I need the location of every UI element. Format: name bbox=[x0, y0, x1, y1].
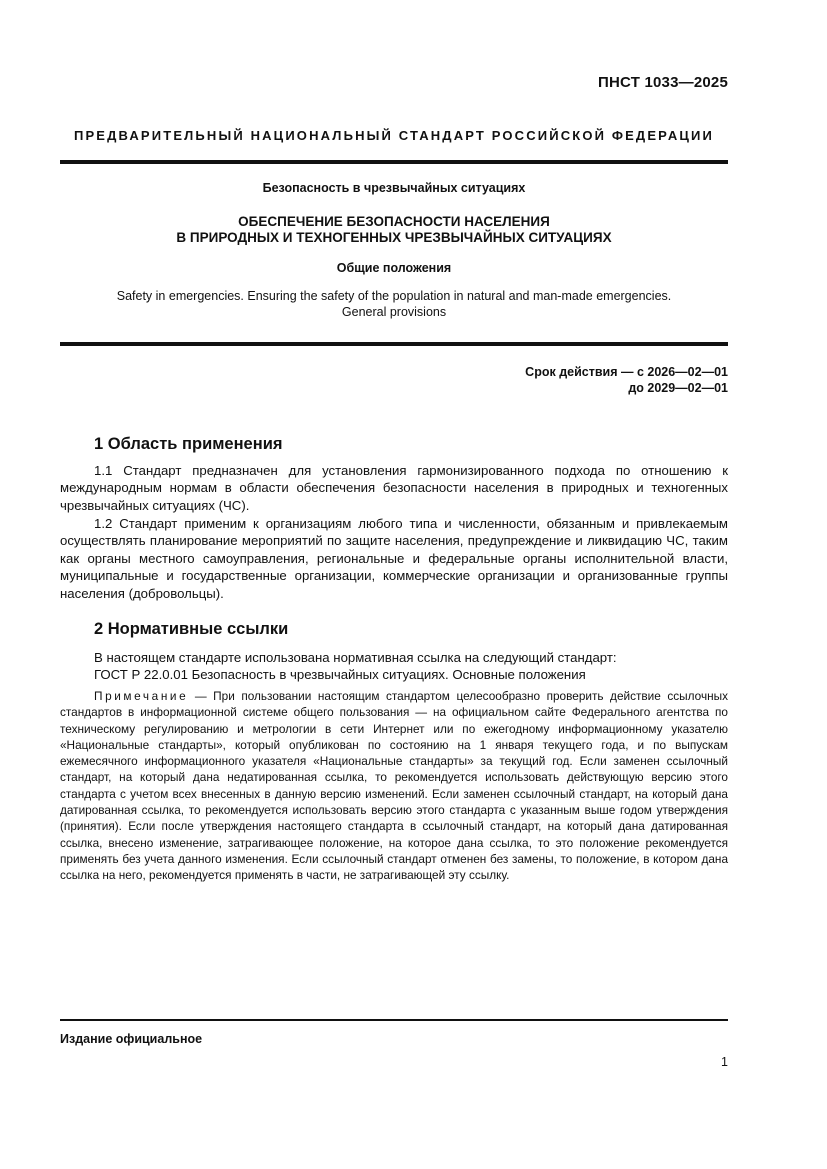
document-code: ПНСТ 1033—2025 bbox=[598, 74, 728, 91]
normative-references bbox=[94, 649, 728, 684]
note-text: — При пользовании настоящим стандартом целесообразно проверить действие ссылочных стандартов в информационной системе общего пользования — на официальном сайте Федерального агентства по техническому регулированию и метрологии в сети Интернет или по ежегодному информационному указателю «Национальные стандарты», который опубликован по состоянию на 1 января текущего года, и по выпускам ежемесячного информационного указателя «Национальные стандарты» за текущий год. Если заменен ссылочный стандарт, на который дана недатированная ссылка, то рекомендуется использовать действующую версию этого стандарта с учетом всех внесенных в данную версию изменений. Если заменен ссылочный стандарт, на который дана датированная ссылка, то рекомендуется использовать версию этого стандарта с указанным выше годом утверждения (принятия). Если после утверждения настоящего стандарта в ссылочный стандарт, на который дана датированная ссылка, внесено изменение, затрагивающее положение, на которое дана ссылка, то это положение рекомендуется применять без учета данного изменения. Если ссылочный стандарт отменен без замены, то положение, в котором дана ссылка на него, рекомендуется применять в части, не затрагивающей эту ссылку. bbox=[60, 689, 728, 883]
english-title-line-1: Safety in emergencies. Ensuring the safety of the population in natural and man-made emergencies. bbox=[116, 289, 672, 303]
document-type-heading: ПРЕДВАРИТЕЛЬНЫЙ НАЦИОНАЛЬНЫЙ СТАНДАРТ РОССИЙСКОЙ ФЕДЕРАЦИИ bbox=[73, 128, 715, 143]
section-2-heading: 2 Нормативные ссылки bbox=[94, 620, 289, 638]
reference-item: ГОСТ Р 22.0.01 Безопасность в чрезвычайных ситуациях. Основные положения bbox=[94, 667, 586, 683]
validity-period bbox=[525, 364, 728, 396]
document-page bbox=[60, 0, 728, 1169]
official-edition-label: Издание официальное bbox=[60, 1032, 203, 1046]
page-number: 1 bbox=[721, 1055, 728, 1069]
paragraph-1-2: 1.2 Стандарт применим к организациям любого типа и численности, обязанным и привлекаемым осуществлять планирование мероприятий по защите населения, предупреждение и ликвидацию ЧС, таким как органы местного самоуправления, региональные и федеральные органы исполнительной власти, муниципальные и государственные организации, коммерческие организации и организованные группы населения (добровольцы). bbox=[60, 516, 728, 601]
paragraph-1-1: 1.1 Стандарт предназначен для установления гармонизированного подхода по отношению к международным нормам в области обеспечения безопасности населения в природных и техногенных чрезвычайных ситуациях (ЧС). bbox=[60, 463, 728, 513]
bottom-divider bbox=[60, 1019, 728, 1021]
category-line: Безопасность в чрезвычайных ситуациях bbox=[262, 181, 526, 195]
document-title bbox=[60, 214, 728, 246]
validity-to: до 2029—02—01 bbox=[628, 381, 728, 395]
middle-divider bbox=[60, 342, 728, 346]
english-title-line-2: General provisions bbox=[341, 305, 447, 319]
title-line-1: ОБЕСПЕЧЕНИЕ БЕЗОПАСНОСТИ НАСЕЛЕНИЯ bbox=[238, 214, 550, 229]
validity-from: Срок действия — с 2026—02—01 bbox=[525, 365, 728, 379]
document-subtitle: Общие положения bbox=[336, 261, 452, 275]
english-title bbox=[60, 288, 728, 320]
note-block bbox=[60, 688, 728, 884]
section-1-heading: 1 Область применения bbox=[94, 435, 283, 453]
top-divider bbox=[60, 160, 728, 164]
title-line-2: В ПРИРОДНЫХ И ТЕХНОГЕННЫХ ЧРЕЗВЫЧАЙНЫХ СИТУАЦИЯХ bbox=[176, 230, 612, 245]
title-block bbox=[60, 180, 728, 320]
note-label: Примечание bbox=[94, 689, 189, 703]
references-intro: В настоящем стандарте использована нормативная ссылка на следующий стандарт: bbox=[94, 650, 617, 665]
